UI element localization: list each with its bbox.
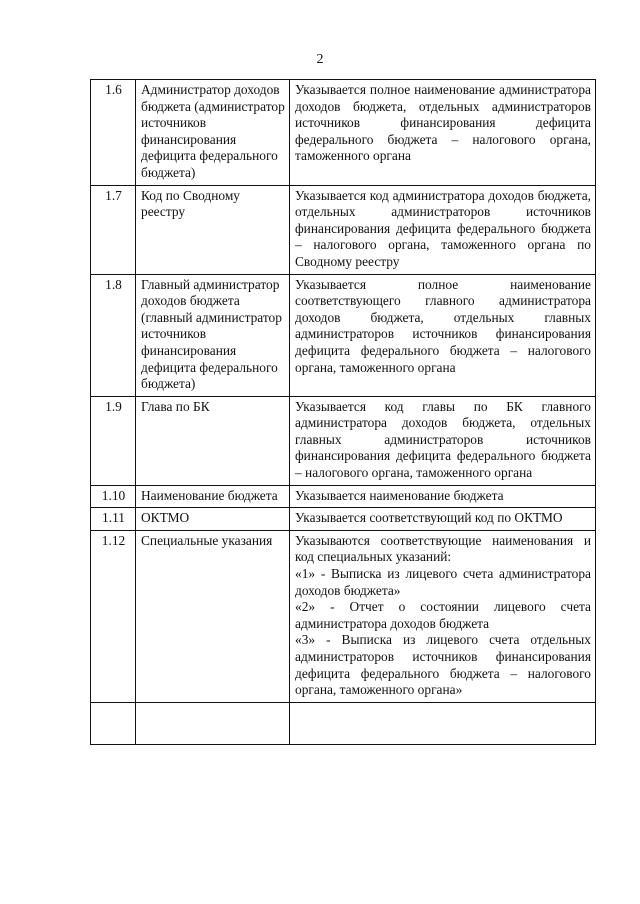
special-instruction-3: «3» - Выписка из лицевого счета отдельных администраторов источников финансирования дефицита федерального бюджета – налогового органа, таможенного органа» (295, 632, 591, 698)
table-row (91, 185, 596, 274)
special-instruction-2: «2» - Отчет о состоянии лицевого счета администратора доходов бюджета (295, 599, 591, 631)
field-name: Глава по БК (136, 396, 290, 485)
field-description (290, 485, 596, 508)
requisites-table (90, 79, 596, 745)
row-number: 1.11 (91, 508, 136, 531)
page-number: 2 (316, 52, 324, 67)
table-row (91, 530, 596, 702)
empty-cell (91, 702, 136, 744)
field-name: Наименование бюджета (136, 485, 290, 508)
empty-cell (136, 702, 290, 744)
field-name: Код по Сводному реестру (136, 185, 290, 274)
description-text: Указывается полное наименование администратора доходов бюджета, отдельных администраторов источников финансирования дефицита федерального бюджета – налогового органа, таможенного органа (295, 82, 591, 164)
row-number: 1.7 (91, 185, 136, 274)
row-number: 1.9 (91, 396, 136, 485)
description-text: Указывается полное наименование соответствующего главного администратора доходов бюджета, отдельных главных администраторов источников финансирования дефицита федерального бюджета – налогового органа, таможенного органа (295, 276, 591, 375)
field-description (290, 274, 596, 396)
special-instruction-1: «1» - Выписка из лицевого счета администратора доходов бюджета» (295, 566, 591, 598)
table-row (91, 485, 596, 508)
empty-cell (290, 702, 596, 744)
field-description (290, 185, 596, 274)
table-row (91, 80, 596, 186)
row-number: 1.12 (91, 530, 136, 702)
description-text: Указывается наименование бюджета (295, 487, 504, 503)
table-row-empty (91, 702, 596, 744)
field-description (290, 80, 596, 186)
row-number: 1.8 (91, 274, 136, 396)
table-row (91, 508, 596, 531)
description-text: Указывается код администратора доходов бюджета, отдельных администраторов источников финансирования дефицита федерального бюджета – налогового органа, таможенного органа по Сводному реестру (295, 187, 591, 269)
description-text: Указывается соответствующий код по ОКТМО (295, 510, 563, 526)
field-name: Главный администратор доходов бюджета (главный администратор источников финансирования дефицита федерального бюджета) (136, 274, 290, 396)
field-description (290, 530, 596, 702)
field-description (290, 396, 596, 485)
table-row (91, 274, 596, 396)
row-number: 1.10 (91, 485, 136, 508)
field-name: ОКТМО (136, 508, 290, 531)
field-description (290, 508, 596, 531)
description-text: Указывается код главы по БК главного администратора доходов бюджета, отдельных главных администраторов источников финансирования дефицита федерального бюджета – налогового органа, таможенного органа (295, 398, 591, 481)
field-name: Специальные указания (136, 530, 290, 702)
table-row (91, 396, 596, 485)
field-name: Администратор доходов бюджета (администратор источников финансирования дефицита федерального бюджета) (136, 80, 290, 186)
row-number: 1.6 (91, 80, 136, 186)
description-text: Указываются соответствующие наименования и код специальных указаний: (295, 532, 591, 565)
